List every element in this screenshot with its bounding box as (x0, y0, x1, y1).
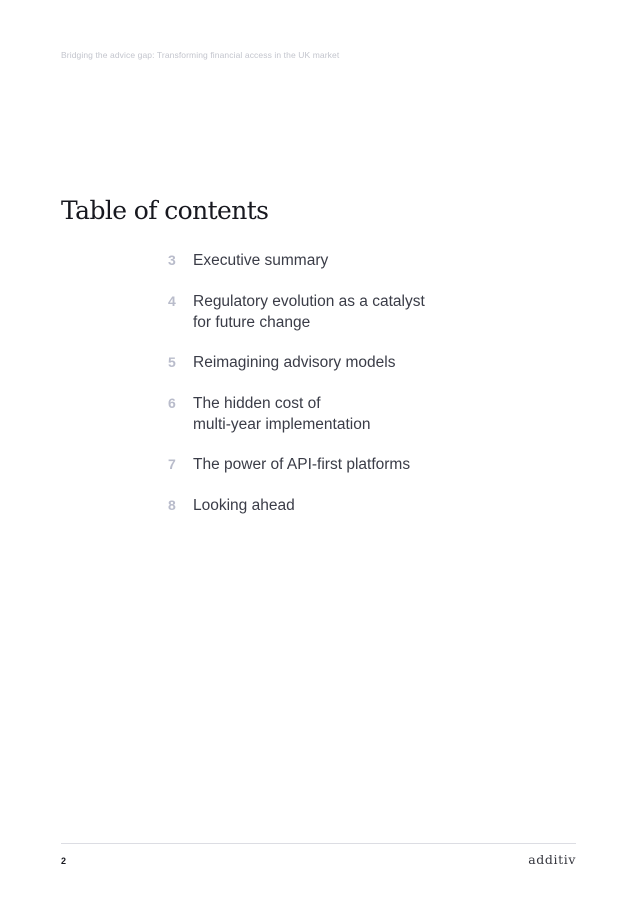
page-number: 2 (61, 856, 67, 866)
toc-entry-reimagining-advisory[interactable] (168, 352, 588, 373)
brand-logo: additiv (528, 852, 576, 867)
toc-entry-title: The power of API-first platforms (193, 456, 411, 473)
toc-page-number: 3 (168, 252, 176, 268)
toc-entry-title: Regulatory evolution as a catalyst for future change (193, 292, 425, 331)
toc-entry-title: Executive summary (193, 252, 329, 269)
toc-page-number: 5 (168, 354, 176, 370)
toc-page-number: 6 (168, 394, 176, 411)
toc-entry-hidden-cost[interactable] (168, 393, 588, 435)
toc-entry-title: The hidden cost of multi-year implementation (193, 394, 371, 433)
toc-page-number: 7 (168, 456, 176, 472)
toc-entry-api-first[interactable] (168, 454, 588, 475)
toc-entry-regulatory-evolution[interactable] (168, 291, 588, 333)
toc-entry-title: Reimagining advisory models (193, 354, 396, 371)
toc-entry-title: Looking ahead (193, 496, 295, 514)
toc-page-number: 4 (168, 292, 176, 309)
table-of-contents (168, 250, 588, 535)
toc-entry-executive-summary[interactable] (168, 250, 588, 271)
toc-page-number: 8 (168, 496, 176, 513)
page-title: Table of contents (61, 196, 269, 225)
footer-divider (61, 843, 576, 844)
running-header: Bridging the advice gap: Transforming financial access in the UK market (61, 50, 340, 60)
toc-entry-looking-ahead[interactable] (168, 495, 588, 516)
